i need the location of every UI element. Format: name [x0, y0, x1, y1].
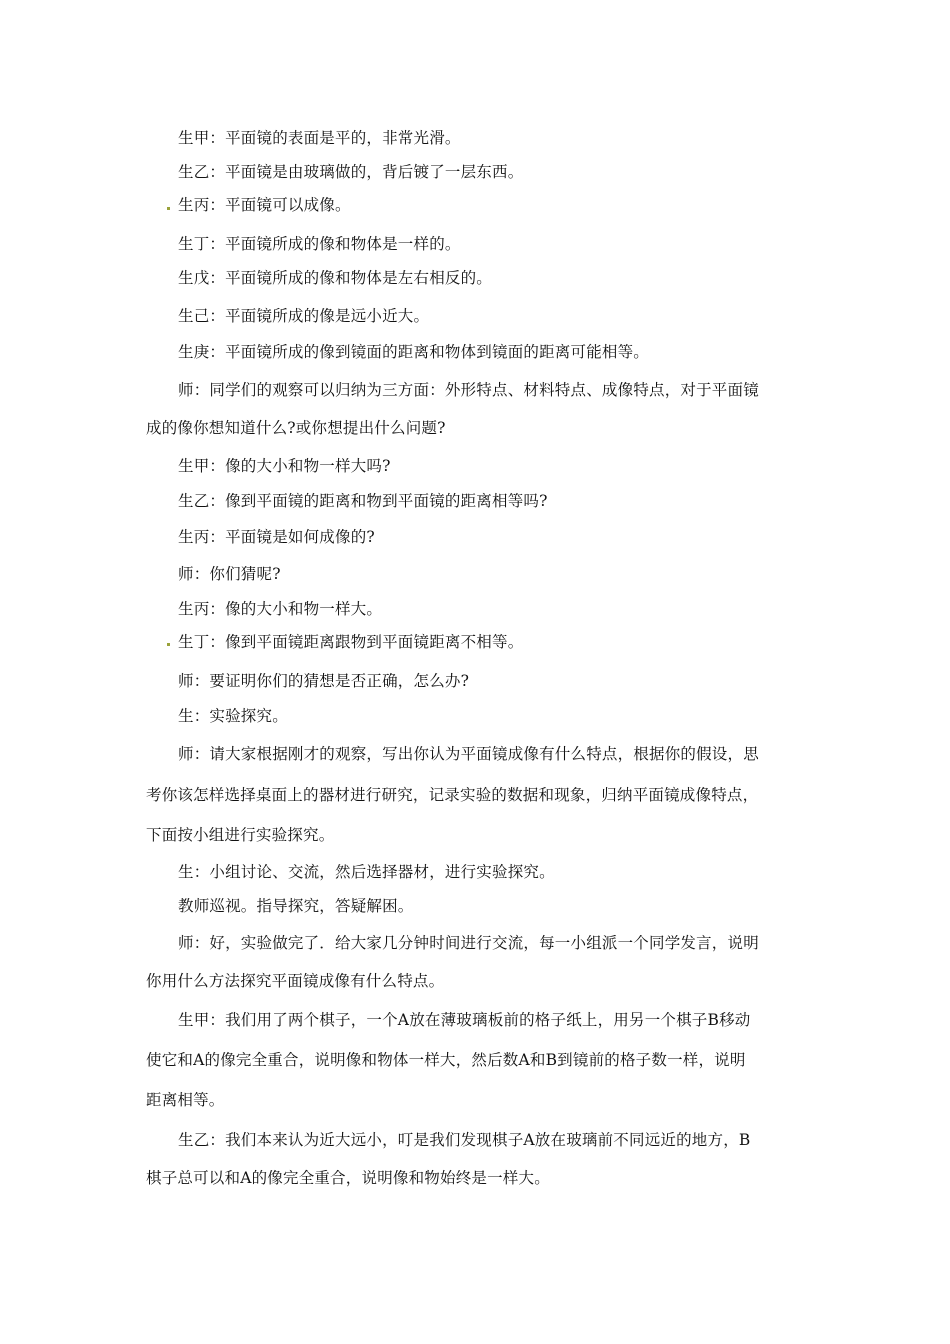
- text-line: 考你该怎样选择桌面上的器材进行研究，记录实验的数据和现象，归纳平面镜成像特点，: [146, 786, 759, 804]
- text-line: 生乙：我们本来认为近大远小，叮是我们发现棋子A放在玻璃前不同远近的地方，B: [178, 1131, 751, 1149]
- text-line: 生丁：像到平面镜距离跟物到平面镜距离不相等。: [178, 633, 524, 651]
- stray-mark: [167, 207, 170, 210]
- text-line: 生甲：我们用了两个棋子，一个A放在薄玻璃板前的格子纸上，用另一个棋子B移动: [178, 1011, 751, 1029]
- text-line: 生丙：平面镜可以成像。: [178, 196, 351, 214]
- text-line: 师：好，实验做完了．给大家几分钟时间进行交流，每一小组派一个同学发言，说明: [178, 934, 759, 952]
- text-line: 生丁：平面镜所成的像和物体是一样的。: [178, 235, 461, 253]
- text-line: 生甲：像的大小和物一样大吗?: [178, 457, 391, 475]
- text-line: 师：要证明你们的猜想是否正确，怎么办?: [178, 672, 470, 690]
- text-line: 生：小组讨论、交流，然后选择器材，进行实验探究。: [178, 863, 555, 881]
- stray-mark: [167, 643, 170, 646]
- text-line: 距离相等。: [146, 1091, 225, 1109]
- text-line: 生庚：平面镜所成的像到镜面的距离和物体到镜面的距离可能相等。: [178, 343, 650, 361]
- text-line: 生甲：平面镜的表面是平的，非常光滑。: [178, 129, 461, 147]
- text-line: 生戊：平面镜所成的像和物体是左右相反的。: [178, 269, 493, 287]
- text-line: 生乙：像到平面镜的距离和物到平面镜的距离相等吗?: [178, 492, 548, 510]
- text-line: 使它和A的像完全重合，说明像和物体一样大，然后数A和B到镜前的格子数一样，说明: [146, 1051, 746, 1069]
- text-line: 师：同学们的观察可以归纳为三方面：外形特点、材料特点、成像特点，对于平面镜: [178, 381, 759, 399]
- text-line: 你用什么方法探究平面镜成像有什么特点。: [146, 972, 445, 990]
- text-line: 成的像你想知道什么?或你想提出什么问题?: [146, 419, 446, 437]
- text-line: 师：你们猜呢?: [178, 565, 281, 583]
- text-line: 师：请大家根据刚才的观察，写出你认为平面镜成像有什么特点，根据你的假设，思: [178, 745, 759, 763]
- text-line: 生丙：像的大小和物一样大。: [178, 600, 383, 618]
- text-line: 教师巡视。指导探究，答疑解困。: [178, 897, 414, 915]
- text-line: 生己：平面镜所成的像是远小近大。: [178, 307, 430, 325]
- text-line: 棋子总可以和A的像完全重合，说明像和物始终是一样大。: [146, 1169, 550, 1187]
- text-line: 生：实验探究。: [178, 707, 288, 725]
- text-line: 生丙：平面镜是如何成像的?: [178, 528, 375, 546]
- text-line: 生乙：平面镜是由玻璃做的，背后镀了一层东西。: [178, 163, 524, 181]
- text-line: 下面按小组进行实验探究。: [146, 826, 335, 844]
